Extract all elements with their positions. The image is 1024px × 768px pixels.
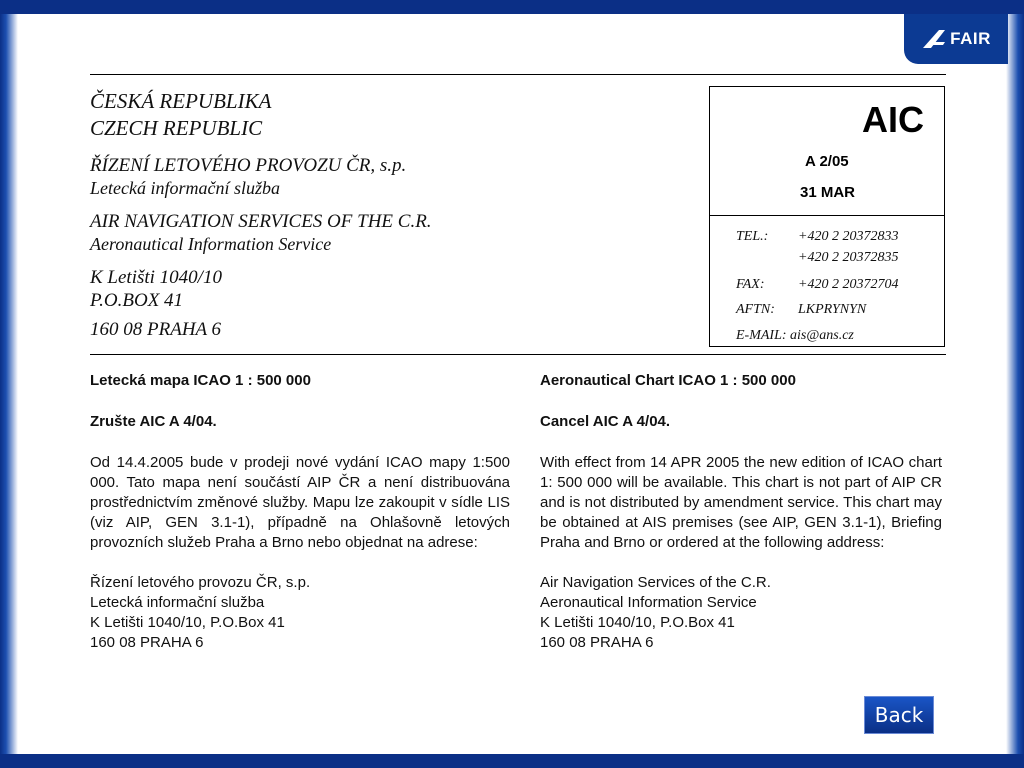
cancel-en: Cancel AIC A 4/04. (540, 413, 671, 430)
cancel-cz: Zrušte AIC A 4/04. (90, 413, 217, 430)
fax-row (736, 277, 898, 293)
aic-number: A 2/05 (805, 153, 849, 170)
czech-column (90, 371, 510, 653)
aic-box (709, 86, 945, 347)
tel-row (736, 229, 898, 245)
aic-title: AIC (862, 99, 924, 140)
aftn-label: AFTN: (736, 302, 775, 317)
org-en: AIR NAVIGATION SERVICES OF THE C.R. (90, 211, 432, 232)
email-label: E-MAIL: (736, 328, 787, 343)
address-en (540, 573, 942, 653)
heading-en: Aeronautical Chart ICAO 1 : 500 000 (540, 372, 796, 389)
top-border (0, 0, 1024, 14)
address-en-line-2: Aeronautical Information Service (540, 594, 757, 611)
country-cz: ČESKÁ REPUBLIKA (90, 89, 272, 113)
aftn-code: LKPRYNYN (798, 302, 867, 317)
tel-1: +420 2 20372833 (798, 229, 899, 244)
english-column (540, 371, 942, 653)
org-cz: ŘÍZENÍ LETOVÉHO PROVOZU ČR, s.p. (90, 155, 407, 176)
address-cz-line-4: 160 08 PRAHA 6 (90, 634, 204, 651)
address-cz-line-2: Letecká informační služba (90, 594, 265, 611)
aic-divider (710, 215, 944, 216)
plane-logo-icon (921, 28, 947, 50)
aftn-row (736, 302, 866, 318)
address-line-1: K Letišti 1040/10 (90, 267, 222, 288)
fax-number: +420 2 20372704 (798, 277, 899, 292)
address-en-line-4: 160 08 PRAHA 6 (540, 634, 654, 651)
heading-cz: Letecká mapa ICAO 1 : 500 000 (90, 372, 311, 389)
tel-label: TEL.: (736, 229, 769, 244)
service-cz: Letecká informační služba (90, 178, 280, 198)
top-rule (90, 74, 946, 75)
fair-logo (904, 14, 1008, 64)
country-en: CZECH REPUBLIC (90, 116, 263, 140)
address-line-2: P.O.BOX 41 (90, 290, 184, 311)
body-cz: Od 14.4.2005 bude v prodeji nové vydání ICAO mapy 1:500 000. Tato mapa není součástí AIP ČR a není distribuována prostřednictvím změnové služby. Mapu lze zakoupit v sídle LIS (viz AIP, GEN 3.1-1), případně na Ohlašovně letových provozních služeb Praha a Brno nebo objednat na adrese: (90, 454, 510, 551)
logo-text: FAIR (950, 29, 991, 48)
address-en-line-1: Air Navigation Services of the C.R. (540, 574, 771, 591)
body-en: With effect from 14 APR 2005 the new edition of ICAO chart 1: 500 000 will be available. This chart is not part of AIP CR and is not distributed by amendment service. This chart may be obtained at AIS premises (see AIP, GEN 3.1-1), Briefing Praha and Brno or ordered at the following address: (540, 454, 942, 551)
back-button[interactable]: Back (864, 696, 934, 734)
fax-label: FAX: (736, 277, 765, 292)
tel-row-2 (736, 250, 898, 266)
issuer-block (90, 88, 690, 341)
address-line-3: 160 08 PRAHA 6 (90, 319, 222, 340)
middle-rule (90, 354, 946, 355)
address-cz (90, 573, 510, 653)
email-address: ais@ans.cz (790, 328, 854, 343)
service-en: Aeronautical Information Service (90, 234, 332, 254)
aic-date: 31 MAR (800, 184, 856, 201)
tel-2: +420 2 20372835 (798, 250, 899, 265)
bottom-border (0, 754, 1024, 768)
address-en-line-3: K Letišti 1040/10, P.O.Box 41 (540, 614, 735, 631)
address-cz-line-3: K Letišti 1040/10, P.O.Box 41 (90, 614, 285, 631)
email-row (736, 328, 854, 344)
address-cz-line-1: Řízení letového provozu ČR, s.p. (90, 574, 311, 591)
